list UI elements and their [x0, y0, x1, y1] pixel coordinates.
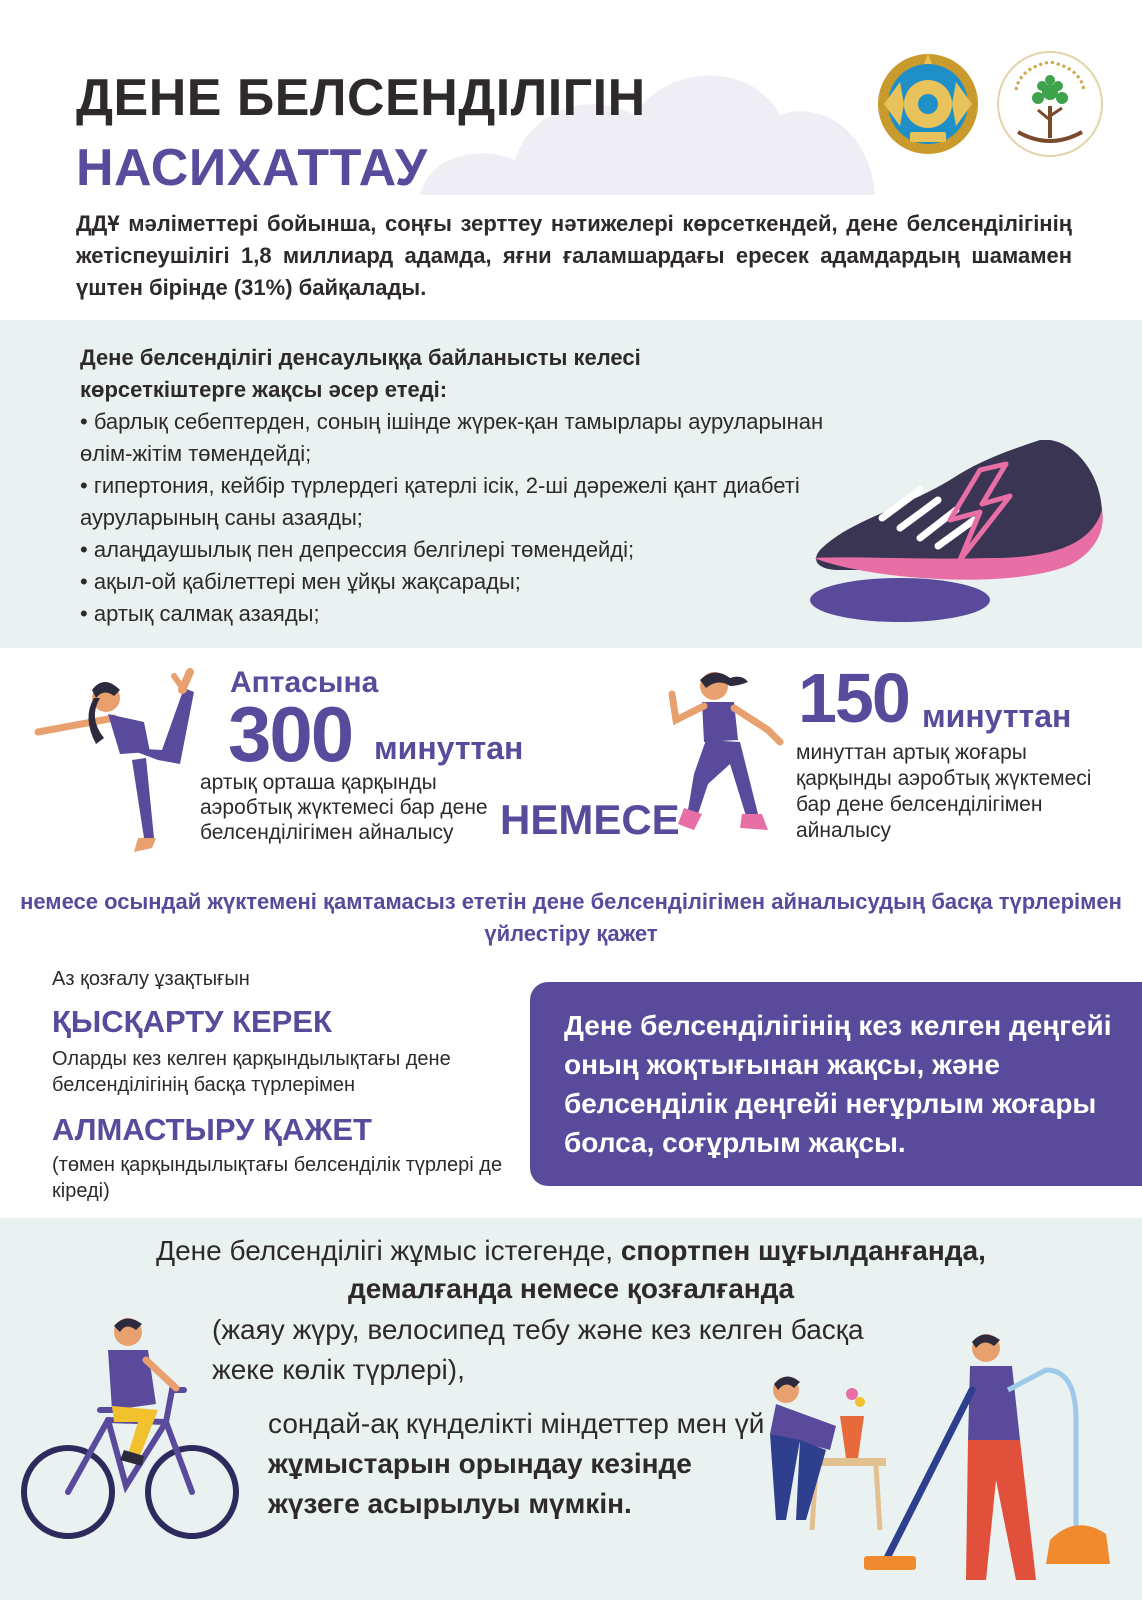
vigorous-minutes-number: 150	[798, 659, 909, 737]
benefit-item: • алаңдаушылық пен депрессия белгілері төмендейді;	[80, 534, 840, 566]
replace-description: Оларды кез келген қарқындылықтағы дене белсенділігінің басқа түрлерімен	[52, 1048, 451, 1096]
sedentary-time-label: Аз қозғалу ұзақтығын	[52, 968, 250, 990]
moderate-minutes-unit: минуттан	[374, 730, 524, 766]
house-cleaning-couple-icon	[746, 1330, 1126, 1598]
activity-contexts-line1	[0, 1232, 1142, 1270]
low-intensity-note: (төмен қарқындылықтағы белсенділік түрлері де кіреді)	[52, 1154, 503, 1202]
intro-paragraph: ДДҰ мәліметтері бойынша, соңғы зерттеу нәтижелері көрсеткендей, дене белсенділігінің жетіспеушілігі 1,8 миллиард адамда, яғни ғаламшардағы ересек адамдардың шамамен үштен бірінде (31%) байқалады.	[76, 211, 1072, 300]
benefits-list	[80, 406, 840, 630]
or-label: НЕМЕСЕ	[500, 796, 680, 843]
activity-contexts-regular: Дене белсенділігі жұмыс істегенде,	[156, 1235, 621, 1266]
benefit-item: • артық салмақ азаяды;	[80, 598, 840, 630]
key-message-text: Дене белсенділігінің кез келген деңгейі оның жоқтығынан жақсы, және белсенділік деңгейі неғұрлым жоғары болса, соғұрлым жақсы.	[564, 1010, 1112, 1158]
benefit-item: • гипертония, кейбір түрлердегі қатерлі ісік, 2-ші дәрежелі қант диабеті ауруларының саны азаяды;	[80, 470, 840, 534]
combine-activities-note: немесе осындай жүктемені қамтамасыз ететін дене белсенділігімен айналысудың басқа түрлерімен үйлестіру қажет	[20, 889, 1122, 946]
benefit-item: • ақыл-ой қабілеттері мен ұйқы жақсарады;	[80, 566, 840, 598]
benefit-item: • барлық себептерден, соның ішінде жүрек-қан тамырлары ауруларынан өлім-жітім төмендейді;	[80, 406, 840, 470]
activity-contexts-line2: демалғанда немесе қозғалғанда	[347, 1273, 795, 1304]
yoga-pose-woman-icon	[34, 668, 224, 874]
reduce-heading: ҚЫСҚАРТУ КЕРЕК	[52, 1004, 332, 1039]
chores-bold: жұмыстарын орындау кезінде жүзеге асырылуы мүмкін.	[268, 1448, 692, 1519]
household-chores-text	[268, 1404, 768, 1524]
kazakhstan-state-emblem-icon	[876, 52, 980, 156]
activity-contexts-bold: спортпен шұғылданғанда,	[620, 1235, 986, 1266]
moderate-minutes-number: 300	[228, 690, 353, 778]
vigorous-minutes-unit: минуттан	[922, 698, 1072, 734]
cyclist-icon	[16, 1310, 246, 1550]
public-health-committee-logo-icon	[996, 50, 1104, 158]
running-shoe-icon	[810, 440, 1110, 630]
replace-heading: АЛМАСТЫРУ ҚАЖЕТ	[52, 1112, 372, 1147]
chores-regular: сондай-ақ күнделікті міндеттер мен үй	[268, 1408, 765, 1439]
moderate-activity-description: артық орташа қарқынды аэробтық жүктемесі бар дене белсенділігімен айналысу	[200, 771, 488, 844]
weekly-label: Аптасына	[230, 666, 379, 699]
page-title-line2: НАСИХАТТАУ	[76, 139, 428, 197]
vigorous-activity-description: минуттан артық жоғары қарқынды аэробтық жүктемесі бар дене белсенділігімен айналысу	[796, 741, 1092, 842]
benefits-heading: Дене белсенділігі денсаулыққа байланысты келесі көрсеткіштерге жақсы әсер етеді:	[80, 345, 641, 402]
page-title-line1: ДЕНЕ БЕЛСЕНДІЛІГІН	[76, 69, 646, 127]
transport-note: (жаяу жүру, велосипед тебу және кез келген басқа жеке көлік түрлері),	[212, 1314, 864, 1385]
running-woman-icon	[668, 664, 798, 878]
